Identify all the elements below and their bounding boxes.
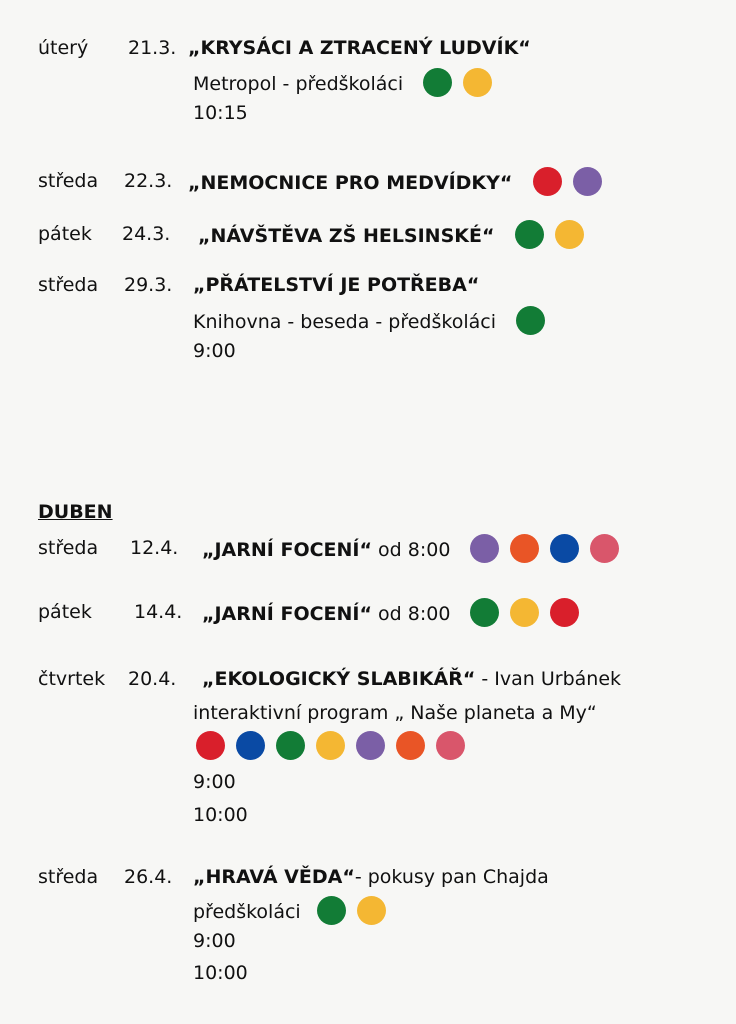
purple-dot: [356, 731, 385, 760]
event-day: středa: [38, 537, 99, 559]
event-suffix: - Ivan Urbánek: [475, 668, 622, 690]
purple-dot: [470, 534, 499, 563]
event-detail-21-3: [193, 70, 492, 99]
green-dot: [516, 306, 545, 335]
orange-dot: [510, 534, 539, 563]
event-detail-29-3: [193, 308, 545, 337]
event-suffix: od 8:00: [372, 539, 451, 561]
group-dots: [423, 68, 492, 97]
event-detail-text: Knihovna - beseda - předškoláci: [193, 311, 496, 333]
event-day: úterý: [38, 37, 89, 59]
event-row-21-3: [38, 36, 531, 60]
event-date: 22.3.: [124, 170, 173, 192]
orange-dot: [396, 731, 425, 760]
green-dot: [317, 896, 346, 925]
event-title: „JARNÍ FOCENÍ“: [202, 539, 372, 561]
event-title: „NÁVŠTĚVA ZŠ HELSINSKÉ“: [198, 225, 495, 247]
event-date: 14.4.: [134, 601, 183, 623]
event-title: „PŘÁTELSTVÍ JE POTŘEBA“: [193, 274, 480, 296]
event-day: středa: [38, 170, 99, 192]
event-day: čtvrtek: [38, 668, 106, 690]
group-dots: [317, 896, 386, 925]
event-day: pátek: [38, 601, 92, 623]
group-dots: [470, 534, 619, 563]
event-row-20-4: [38, 667, 622, 691]
event-title: „HRAVÁ VĚDA“: [193, 866, 355, 888]
pink-dot: [436, 731, 465, 760]
event-detail: interaktivní program „ Naše planeta a My“: [193, 702, 597, 724]
purple-dot: [573, 167, 602, 196]
event-detail-text: předškoláci: [193, 901, 301, 923]
event-time: 9:00: [193, 771, 236, 793]
yellow-dot: [463, 68, 492, 97]
event-suffix: - pokusy pan Chajda: [354, 866, 549, 888]
event-day: pátek: [38, 223, 92, 245]
event-title: „JARNÍ FOCENÍ“: [202, 603, 372, 625]
event-date: 21.3.: [128, 37, 177, 59]
event-date: 29.3.: [124, 274, 173, 296]
event-time: 10:00: [193, 962, 248, 984]
event-row-26-4: [38, 865, 549, 889]
group-dots: [196, 731, 465, 760]
yellow-dot: [555, 220, 584, 249]
red-dot: [196, 731, 225, 760]
event-date: 26.4.: [124, 866, 173, 888]
event-time: 9:00: [193, 930, 236, 952]
event-title: „EKOLOGICKÝ SLABIKÁŘ“: [202, 668, 476, 690]
red-dot: [550, 598, 579, 627]
blue-dot: [236, 731, 265, 760]
event-suffix: od 8:00: [372, 603, 451, 625]
event-row-24-3: [38, 222, 495, 247]
event-detail-text: Metropol - předškoláci: [193, 73, 404, 95]
event-day: středa: [38, 274, 99, 296]
event-title: „NEMOCNICE PRO MEDVÍDKY“: [188, 172, 513, 194]
event-row-22-3: [38, 169, 513, 194]
event-title: „KRYSÁCI A ZTRACENÝ LUDVÍK“: [188, 37, 531, 59]
group-dots: [470, 598, 579, 627]
event-row-14-4: [38, 600, 451, 625]
blue-dot: [550, 534, 579, 563]
event-time: 10:00: [193, 804, 248, 826]
yellow-dot: [510, 598, 539, 627]
event-date: 20.4.: [128, 668, 177, 690]
yellow-dot: [316, 731, 345, 760]
group-dots: [515, 220, 584, 249]
green-dot: [470, 598, 499, 627]
event-day: středa: [38, 866, 99, 888]
event-time: 10:15: [193, 102, 248, 124]
green-dot: [276, 731, 305, 760]
event-row-12-4: [38, 536, 451, 561]
green-dot: [423, 68, 452, 97]
section-heading: DUBEN: [38, 501, 113, 523]
group-dots: [516, 306, 545, 335]
group-dots: [533, 167, 602, 196]
event-detail-26-4: [193, 898, 386, 927]
yellow-dot: [357, 896, 386, 925]
event-date: 24.3.: [122, 223, 171, 245]
green-dot: [515, 220, 544, 249]
event-date: 12.4.: [130, 537, 179, 559]
event-row-29-3: [38, 273, 480, 297]
pink-dot: [590, 534, 619, 563]
event-time: 9:00: [193, 340, 236, 362]
red-dot: [533, 167, 562, 196]
